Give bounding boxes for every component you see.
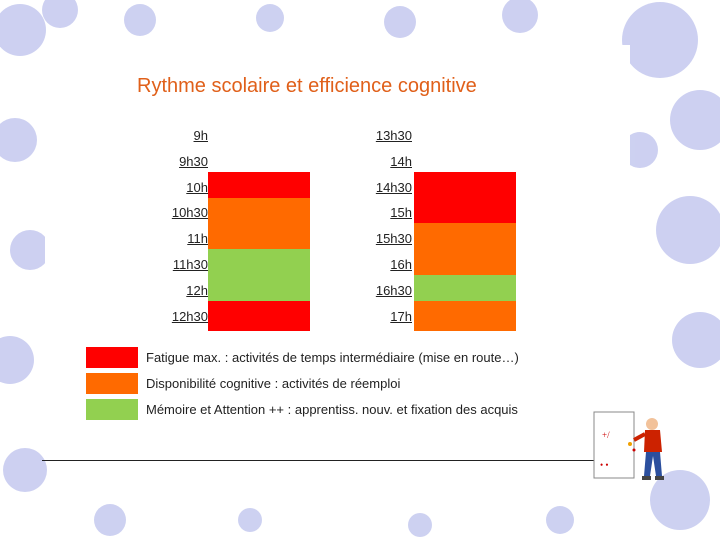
legend-swatch-green (86, 399, 138, 420)
morning-block-red (208, 301, 310, 331)
morning-time-label (138, 155, 208, 169)
morning-time-label (138, 310, 208, 324)
time-text: 12h30 (171, 308, 208, 324)
time-text: 13h30 (375, 128, 412, 143)
svg-text:• •: • • (600, 460, 609, 470)
time-text: 9h (193, 128, 208, 143)
morning-time-label (138, 129, 208, 143)
afternoon-block-red (414, 172, 516, 224)
legend-label: Fatigue max. : activités de temps intermédiaire (mise en route…) (146, 350, 519, 365)
time-text: 17h (390, 308, 412, 324)
morning-block-orange (208, 198, 310, 250)
time-text: 11h (187, 231, 208, 247)
afternoon-time-label (342, 258, 412, 272)
afternoon-time-label (342, 310, 412, 324)
afternoon-time-label (342, 206, 412, 220)
slide-title: Rythme scolaire et efficience cognitive (137, 75, 477, 97)
afternoon-time-label (342, 284, 412, 298)
time-text: 16h30 (375, 282, 412, 298)
time-text: 14h30 (375, 179, 412, 195)
morning-block-red (208, 172, 310, 198)
time-text: 15h (390, 205, 412, 221)
time-text: 16h (390, 257, 412, 272)
time-text: 15h30 (375, 231, 412, 247)
time-text: 14h (390, 153, 412, 169)
afternoon-block-green (414, 275, 516, 301)
svg-text:+/: +/ (602, 430, 610, 440)
morning-time-label (138, 284, 208, 298)
afternoon-time-label (342, 181, 412, 195)
afternoon-time-label (342, 129, 412, 143)
student-with-board-illustration (590, 410, 680, 485)
afternoon-block-orange (414, 301, 516, 331)
time-text: 9h30 (179, 153, 208, 169)
morning-time-label (138, 258, 208, 272)
afternoon-time-label (342, 232, 412, 246)
afternoon-time-label (342, 155, 412, 169)
afternoon-block-orange (414, 223, 516, 275)
morning-time-label (138, 181, 208, 195)
legend-label: Mémoire et Attention ++ : apprentiss. nouv. et fixation des acquis (146, 402, 518, 417)
legend-label: Disponibilité cognitive : activités de réemploi (146, 376, 401, 391)
time-text: 10h30 (171, 205, 208, 221)
morning-time-label (138, 232, 208, 246)
time-text: 12h (186, 282, 208, 298)
divider-line (42, 460, 632, 461)
time-text: 11h30 (172, 257, 208, 272)
time-text: 10h (186, 179, 208, 195)
morning-block-green (208, 249, 310, 301)
morning-time-label (138, 206, 208, 220)
legend-swatch-red (86, 347, 138, 368)
legend-swatch-orange (86, 373, 138, 394)
